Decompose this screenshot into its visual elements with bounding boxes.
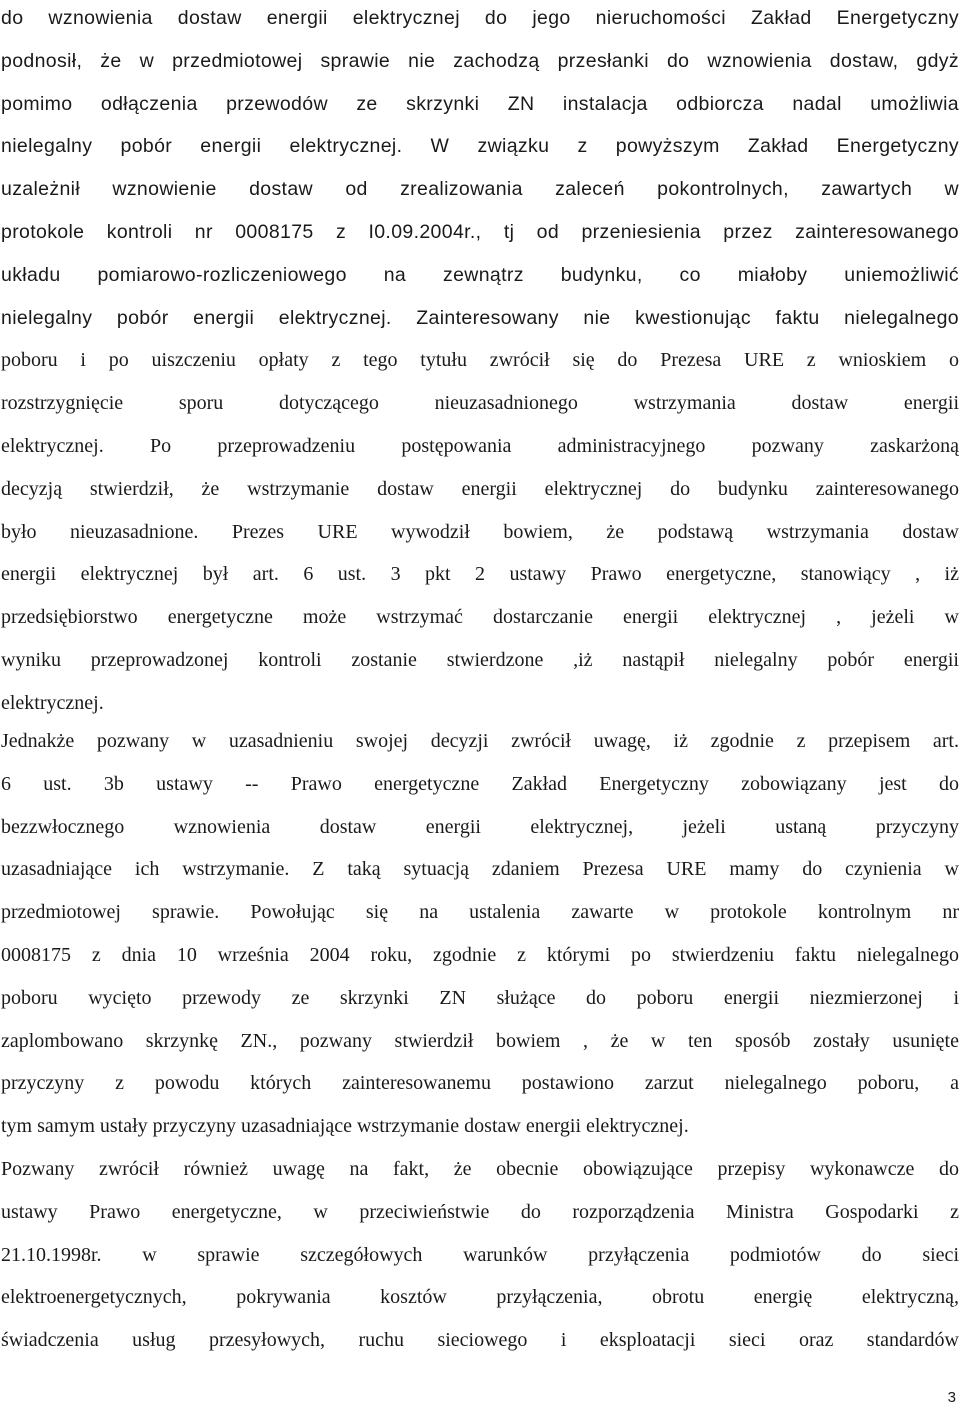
- text-line: ustawy Prawo energetyczne, w przeciwieństwie do rozporządzenia Ministra Gospodarki z: [1, 1200, 959, 1223]
- text-line: poboru wycięto przewody ze skrzynki ZN służące do poboru energii niezmierzonej i: [1, 986, 959, 1009]
- text-line: podnosił, że w przedmiotowej sprawie nie zachodzą przesłanki do wznowienia dostaw, gdyż: [1, 49, 959, 72]
- text-line: nielegalny pobór energii elektrycznej. Zainteresowany nie kwestionując faktu nielegalnego: [1, 306, 959, 329]
- text-line: energii elektrycznej był art. 6 ust. 3 pkt 2 ustawy Prawo energetyczne, stanowiący , iż: [1, 563, 959, 586]
- paragraph-2: [1, 720, 959, 1148]
- text-line: elektroenergetycznych, pokrywania kosztów przyłączenia, obrotu energię elektryczną,: [1, 1286, 959, 1309]
- text-line: układu pomiarowo-rozliczeniowego na zewnątrz budynku, co miałoby uniemożliwić: [1, 263, 959, 286]
- text-line: rozstrzygnięcie sporu dotyczącego nieuzasadnionego wstrzymania dostaw energii: [1, 392, 959, 415]
- page-number: 3: [947, 1389, 956, 1406]
- paragraph-3: [1, 1148, 959, 1362]
- text-line: przyczyny z powodu których zainteresowanemu postawiono zarzut nielegalnego poboru, a: [1, 1072, 959, 1095]
- paragraph-1: [1, 0, 959, 725]
- text-line: elektrycznej. Po przeprowadzeniu postępowania administracyjnego pozwany zaskarżoną: [1, 434, 959, 457]
- text-line: było nieuzasadnione. Prezes URE wywodził bowiem, że podstawą wstrzymania dostaw: [1, 520, 959, 543]
- text-line: wyniku przeprowadzonej kontroli zostanie stwierdzone ,iż nastąpił nielegalny pobór energii: [1, 648, 959, 671]
- text-line: tym samym ustały przyczyny uzasadniające wstrzymanie dostaw energii elektrycznej.: [1, 1115, 689, 1138]
- text-line: Jednakże pozwany w uzasadnieniu swojej decyzji zwrócił uwagę, iż zgodnie z przepisem art.: [1, 730, 959, 752]
- text-line: protokole kontroli nr 0008175 z I0.09.2004r., tj od przeniesienia przez zainteresowanego: [1, 220, 959, 243]
- text-line: świadczenia usług przesyłowych, ruchu sieciowego i eksploatacji sieci oraz standardów: [1, 1329, 959, 1352]
- text-line: nielegalny pobór energii elektrycznej. W związku z powyższym Zakład Energetyczny: [1, 135, 959, 158]
- text-line: do wznowienia dostaw energii elektrycznej do jego nieruchomości Zakład Energetyczny: [1, 7, 959, 29]
- text-line: uzasadniające ich wstrzymanie. Z taką sytuacją zdaniem Prezesa URE mamy do czynienia w: [1, 858, 959, 881]
- text-line: poboru i po uiszczeniu opłaty z tego tytułu zwrócił się do Prezesa URE z wnioskiem o: [1, 349, 959, 372]
- text-line: 21.10.1998r. w sprawie szczegółowych warunków przyłączenia podmiotów do sieci: [1, 1243, 959, 1266]
- text-line: decyzją stwierdził, że wstrzymanie dostaw energii elektrycznej do budynku zainteresowanego: [1, 477, 959, 500]
- text-line: przedmiotowej sprawie. Powołując się na ustalenia zawarte w protokole kontrolnym nr: [1, 901, 959, 924]
- text-line: 6 ust. 3b ustawy -- Prawo energetyczne Zakład Energetyczny zobowiązany jest do: [1, 772, 959, 795]
- text-line: pomimo odłączenia przewodów ze skrzynki ZN instalacja odbiorcza nadal umożliwia: [1, 92, 959, 115]
- text-line: 0008175 z dnia 10 września 2004 roku, zgodnie z którymi po stwierdzeniu faktu nielegalnego: [1, 943, 959, 966]
- text-line: przedsiębiorstwo energetyczne może wstrzymać dostarczanie energii elektrycznej , jeżeli w: [1, 606, 959, 629]
- text-line: zaplombowano skrzynkę ZN., pozwany stwierdził bowiem , że w ten sposób zostały usunięte: [1, 1029, 959, 1052]
- text-line: bezzwłocznego wznowienia dostaw energii elektrycznej, jeżeli ustaną przyczyny: [1, 815, 959, 838]
- text-line: uzależnił wznowienie dostaw od zrealizowania zaleceń pokontrolnych, zawartych w: [1, 178, 959, 201]
- text-line: Pozwany zwrócił również uwagę na fakt, że obecnie obowiązujące przepisy wykonawcze do: [1, 1158, 959, 1180]
- text-line: elektrycznej.: [1, 691, 104, 714]
